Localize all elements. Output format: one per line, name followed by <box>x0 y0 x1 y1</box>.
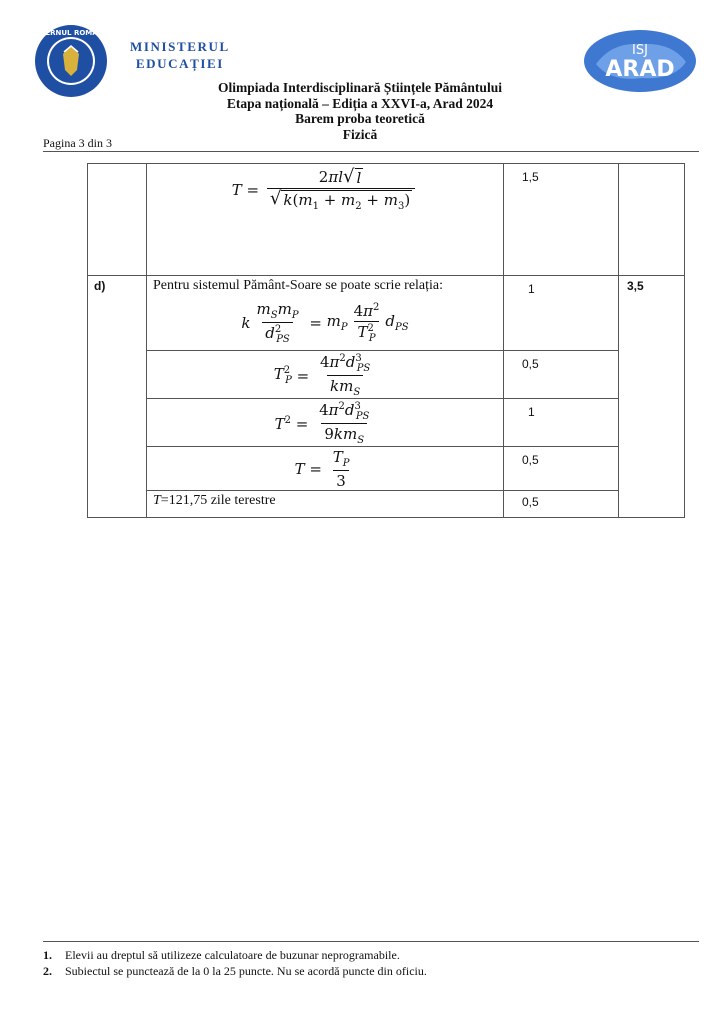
section-label: d) <box>88 276 147 518</box>
title-subject: Fizică <box>342 126 378 142</box>
ministry-line2: EDUCAȚIEI <box>135 56 224 71</box>
section-total: 3,5 <box>619 276 685 518</box>
formula-cell: T = $\frac{T_P}{3}$ <box>147 447 504 491</box>
title-stage: Etapa națională – Ediția a XXVI-a, Arad 2024 <box>226 95 494 111</box>
isj-arad-logo <box>582 28 698 94</box>
points-cell: 0,5 <box>504 351 619 399</box>
formula-cell: $T^2_P$ = $\frac{4\pi^2d^3_{PS}}{km_S}$ <box>147 351 504 399</box>
formula-cell: Pentru sistemul Pământ-Soare se poate scrie relația: k $\frac{m_Sm_P}{d^2_{PS}}$ = $m_P$ $\frac{4\pi^2}{T^2_P}$ $d_{PS}$ <box>147 276 504 351</box>
svg-text:ISJ: ISJ <box>632 43 648 58</box>
table-row <box>88 491 685 518</box>
page-number: Pagina 3 din 3 <box>43 136 112 150</box>
table-row <box>88 164 685 276</box>
result-value: =121,75 zile terestre <box>160 493 276 508</box>
footnotes <box>43 947 427 979</box>
table-row <box>88 399 685 447</box>
footnote-item <box>43 963 427 979</box>
footnote-text: Subiectul se punctează de la 0 la 25 puncte. Nu se acordă puncte din oficiu. <box>65 964 427 978</box>
points-cell: 1,5 <box>504 164 619 276</box>
points-cell: 1 <box>504 399 619 447</box>
footnote-item <box>43 947 427 963</box>
header-divider <box>43 151 699 152</box>
result-variable: T <box>153 493 161 508</box>
table-row <box>88 351 685 399</box>
points-cell: 1 <box>504 276 619 351</box>
title-barem: Barem proba teoretică <box>295 111 425 126</box>
government-seal-logo <box>28 24 114 98</box>
formula-cell: T = 2πl √ l √ $k(m_1 + m_2 + m_3)$ <box>147 164 504 276</box>
result-cell <box>147 491 504 518</box>
points-cell: 0,5 <box>504 447 619 491</box>
table-row <box>88 447 685 491</box>
ministry-line1: MINISTERUL <box>130 39 230 54</box>
footnote-number: 1. <box>43 948 52 962</box>
formula-cell: $T^2$ = $\frac{4\pi^2d^3_{PS}}{9km_S}$ <box>147 399 504 447</box>
section-intro: Pentru sistemul Pământ-Soare se poate scrie relația: <box>153 278 444 293</box>
svg-text:GUVERNUL ROMÂNIEI: GUVERNUL ROMÂNIEI <box>28 29 114 37</box>
footnote-text: Elevii au dreptul să utilizeze calculatoare de buzunar neprogramabile. <box>65 948 400 962</box>
svg-text:ARAD: ARAD <box>605 57 675 82</box>
footnote-number: 2. <box>43 964 52 978</box>
footer-divider <box>43 941 699 942</box>
title-olympiad: Olimpiada Interdisciplinară Științele Pământului <box>218 80 502 95</box>
table-row <box>88 276 685 351</box>
document-title-block <box>150 80 570 142</box>
ministry-name <box>130 38 230 72</box>
points-cell: 0,5 <box>504 491 619 518</box>
grading-table <box>87 163 685 518</box>
